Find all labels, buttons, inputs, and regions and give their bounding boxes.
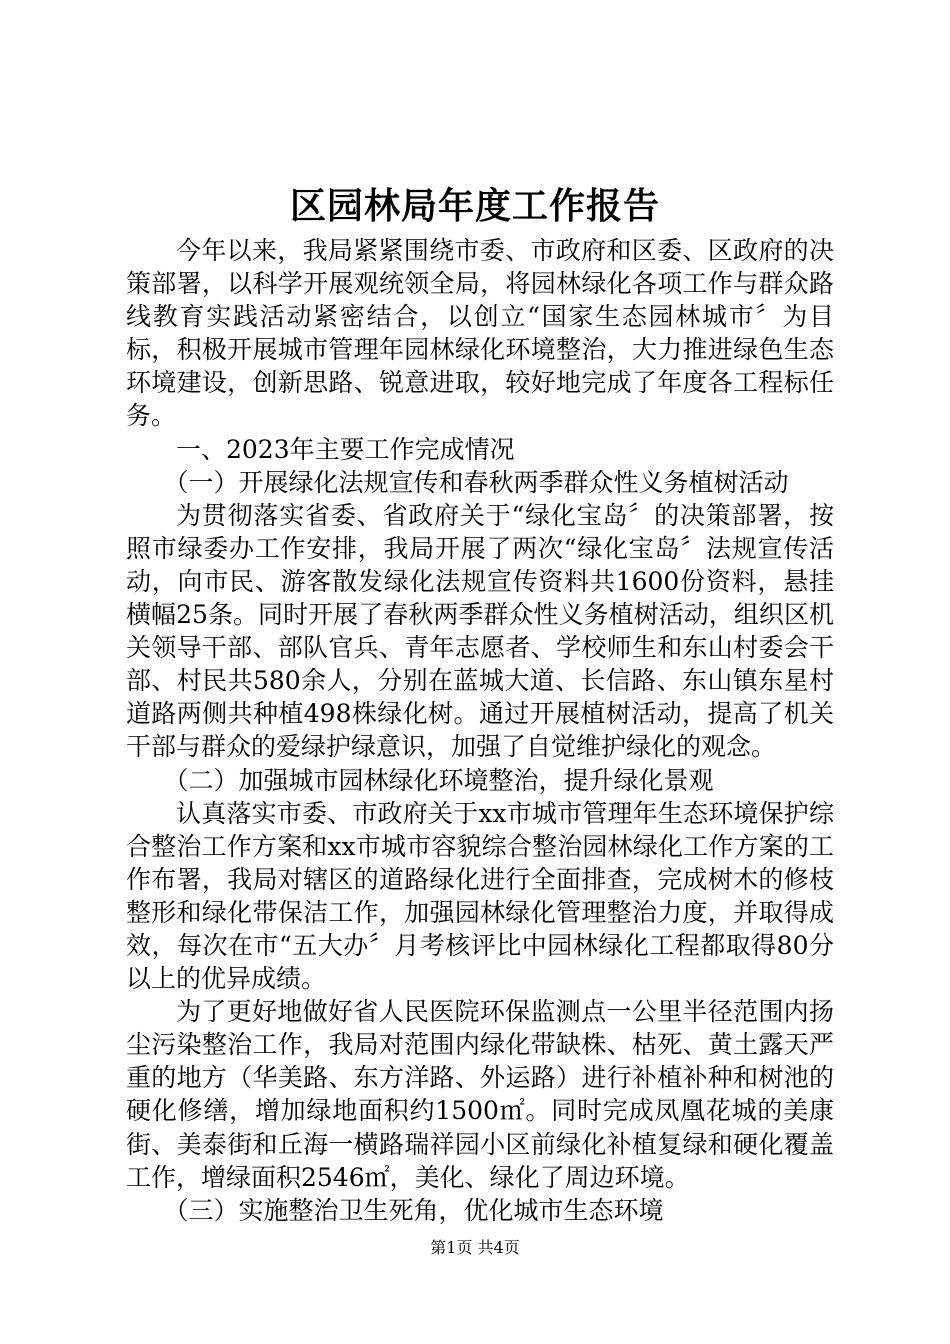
subsection-heading-1: （一）开展绿化法规宣传和春秋两季群众性义务植树活动 bbox=[163, 467, 789, 497]
page-number: 第1页 共4页 bbox=[430, 1238, 520, 1257]
section-heading-1: 一、2023年主要工作完成情况 bbox=[176, 434, 515, 464]
paragraph-landscape: 认真落实市委、市政府关于xx市城市管理年生态环境保护综合整治工作方案和xx市城市容貌综合整治园林绿化工作方案的工作布署，我局对辖区的道路绿化进行全面排查，完成树木的修枝整形和绿化带保洁工作，加强园林绿化管理整治力度，并取得成效，每次在市“五大办〞月考核评比中园林绿化工程都取得80分以上的优异成绩。 bbox=[126, 798, 834, 994]
paragraph-intro: 今年以来，我局紧紧围绕市委、市政府和区委、区政府的决策部署，以科学开展观统领全局，将园林绿化各项工作与群众路线教育实践活动紧密结合，以创立“国家生态园林城市〞为目标，积极开展城市管理年园林绿化环境整治，大力推进绿色生态环境建设，创新思路、锐意进取，较好地完成了年度各工程标任务。 bbox=[126, 236, 834, 431]
paragraph-dust-control: 为了更好地做好省人民医院环保监测点一公里半径范围内扬尘污染整治工作，我局对范围内绿化带缺株、枯死、黄土露天严重的地方（华美路、东方洋路、外运路）进行补植补种和树池的硬化修缮，增加绿地面积约1500㎡。同时完成凤凰花城的美康街、美泰街和丘海一横路瑞祥园小区前绿化补植复绿和硬化覆盖工作，增绿面积2546㎡，美化、绿化了周边环境。 bbox=[126, 997, 834, 1192]
paragraph-tree-planting: 为贯彻落实省委、省政府关于“绿化宝岛〞的决策部署，按照市绿委办工作安排，我局开展了两次“绿化宝岛〞法规宣传活动，向市民、游客散发绿化法规宣传资料共1600份资料，悬挂横幅25条。同时开展了春秋两季群众性义务植树活动，组织区机关领导干部、部队官兵、青年志愿者、学校师生和东山村委会干部、村民共580余人，分别在蓝城大道、长信路、东山镇东星村道路两侧共种植498株绿化树。通过开展植树活动，提高了机关干部与群众的爱绿护绿意识，加强了自觉维护绿化的观念。 bbox=[126, 500, 834, 762]
document-body bbox=[126, 234, 834, 1227]
document-title: 区园林局年度工作报告 bbox=[289, 186, 660, 227]
subsection-heading-3: （三）实施整治卫生死角，优化城市生态环境 bbox=[163, 1195, 664, 1225]
subsection-heading-2: （二）加强城市园林绿化环境整治，提升绿化景观 bbox=[163, 765, 714, 795]
